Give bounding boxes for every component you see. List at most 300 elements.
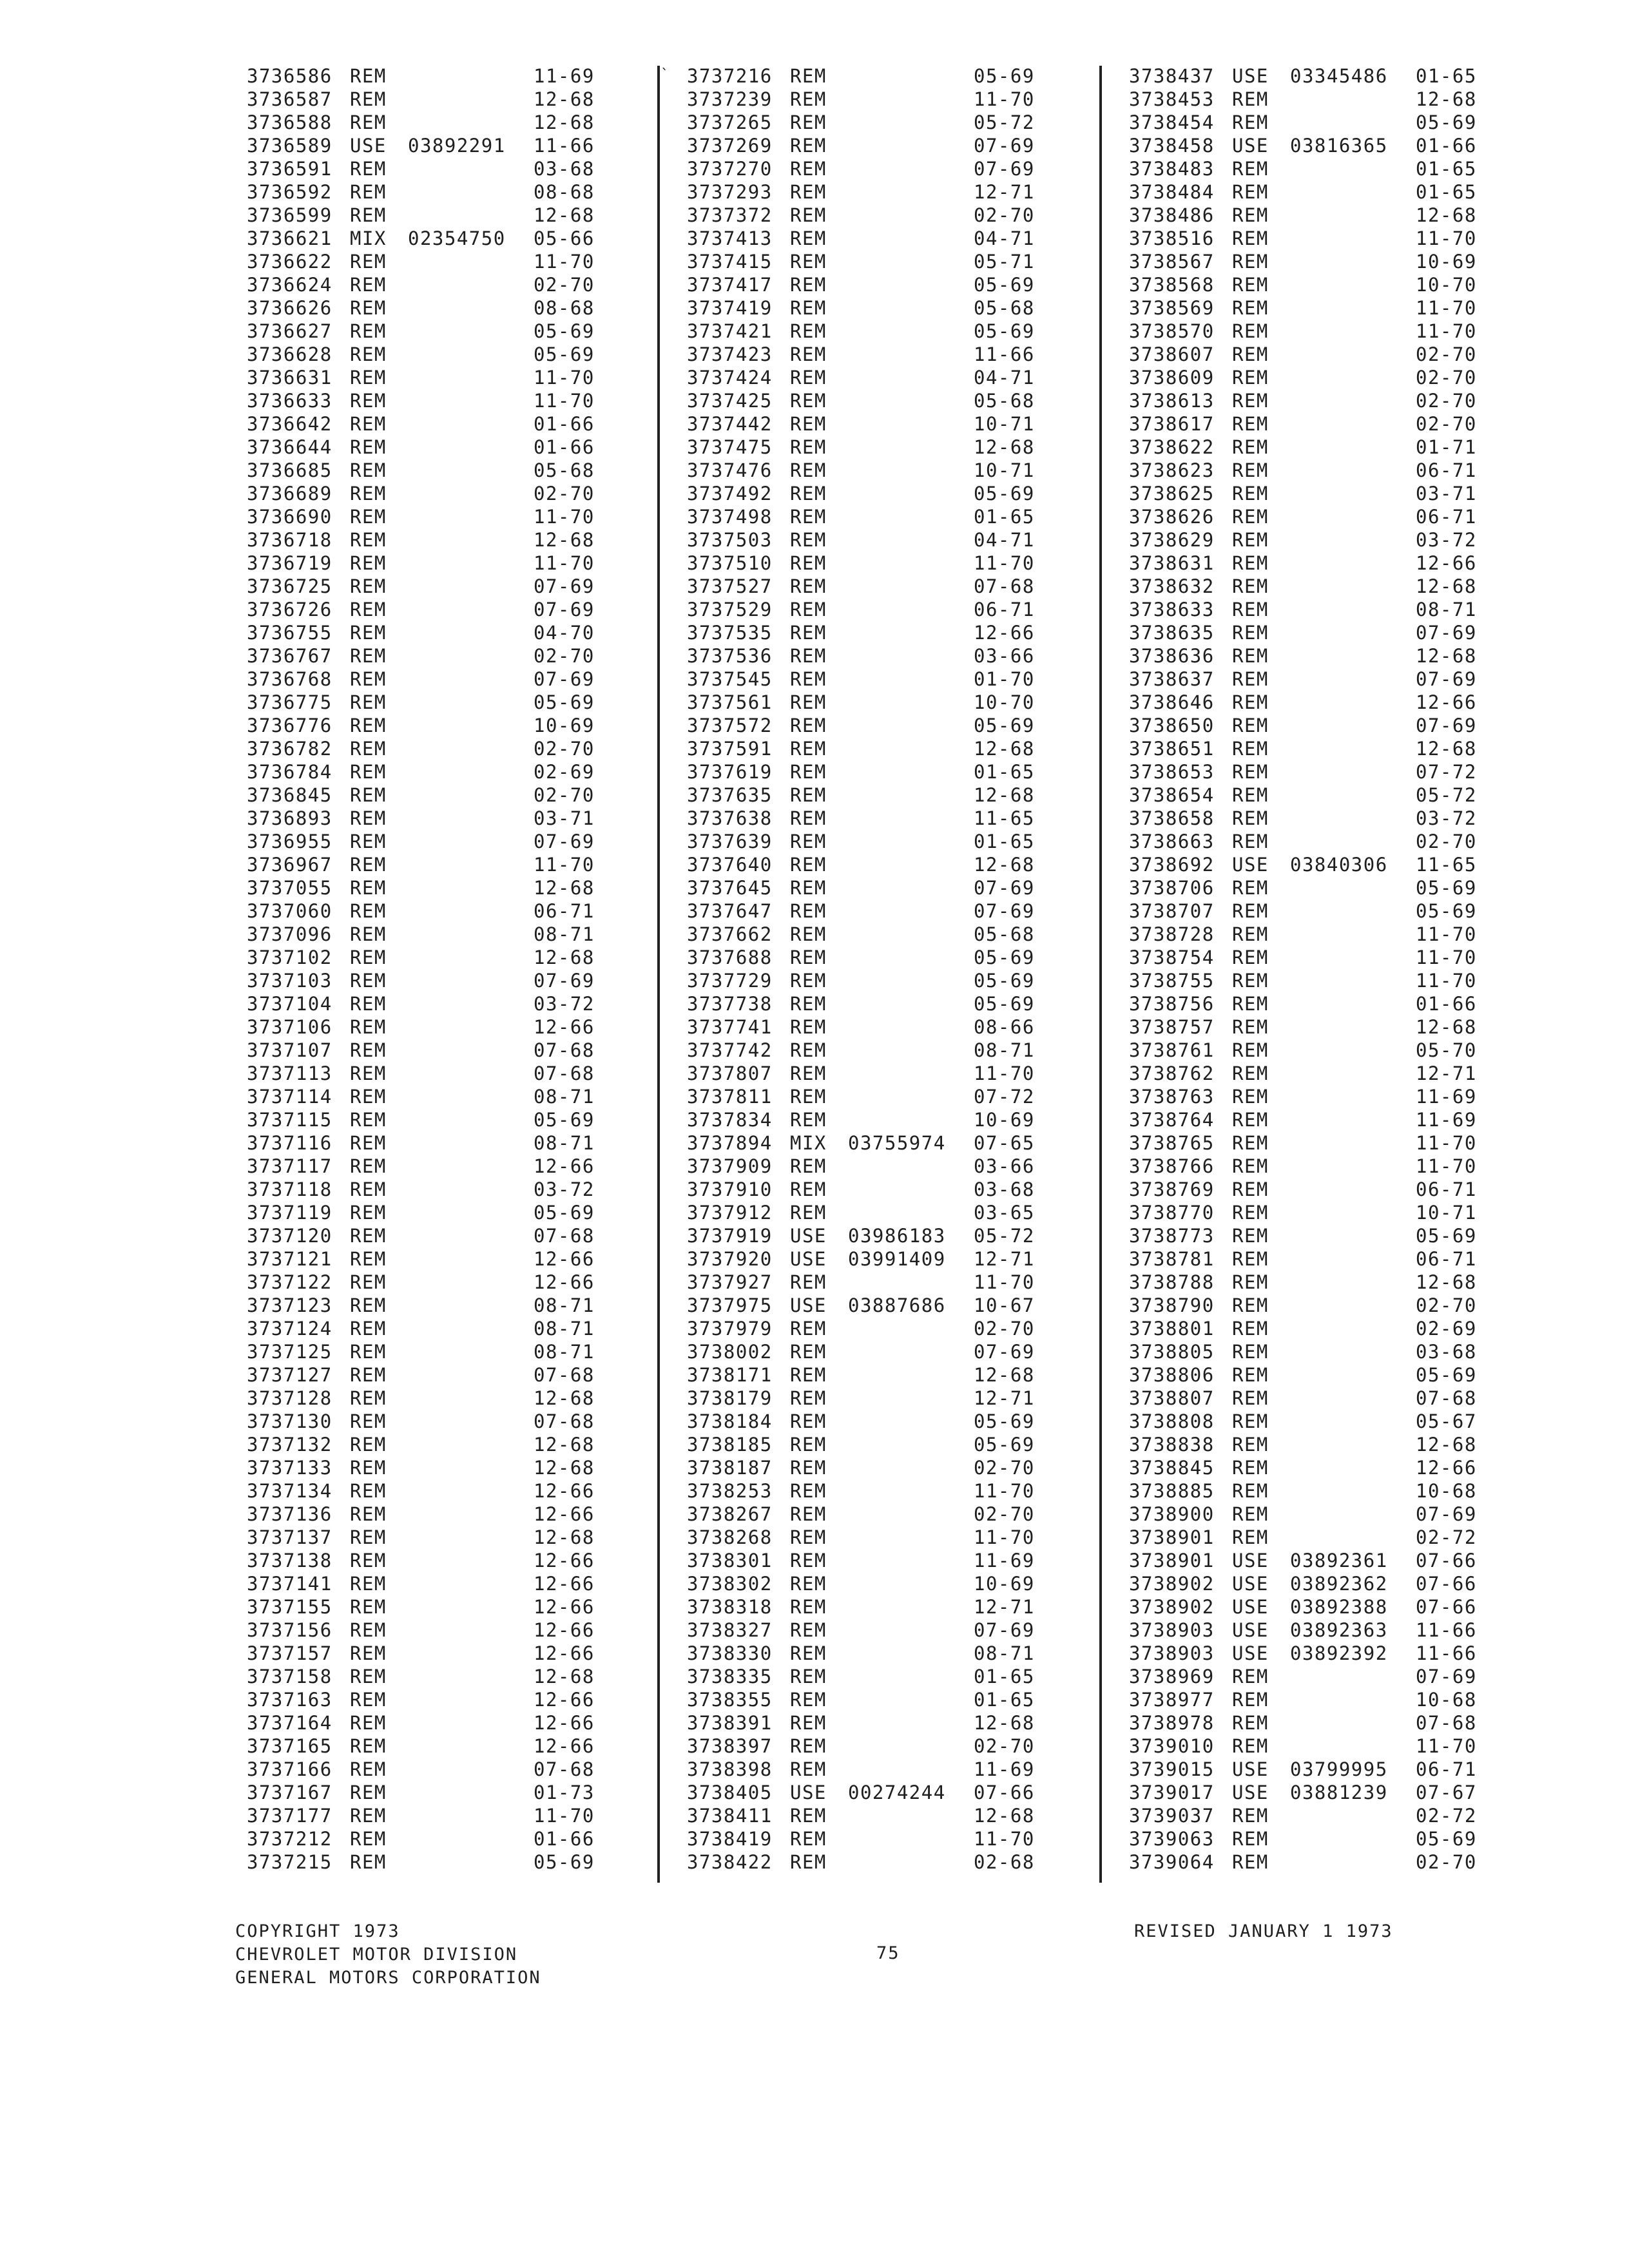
replacement-number <box>848 482 974 505</box>
part-number: 3738631 <box>1129 552 1215 574</box>
status-code: MIX <box>790 1132 827 1154</box>
replacement-number <box>848 876 974 899</box>
replacement-number <box>848 1062 974 1085</box>
status-code: REM <box>1232 645 1269 667</box>
status-code: REM <box>350 436 387 458</box>
status-code: REM <box>1232 1318 1269 1340</box>
part-number: 3736633 <box>247 390 333 412</box>
replacement-number <box>408 691 534 714</box>
replacement-number <box>408 1387 534 1410</box>
part-number: 3738569 <box>1129 297 1215 319</box>
table-row <box>687 1711 1112 1735</box>
table-row <box>247 389 672 412</box>
effective-date: 11-70 <box>1416 970 1477 992</box>
status-code: REM <box>1232 1294 1269 1316</box>
effective-date: 07-69 <box>534 599 595 620</box>
table-row <box>1129 1711 1554 1735</box>
effective-date: 02-69 <box>1416 1318 1477 1340</box>
table-row <box>1129 714 1554 737</box>
status-code: REM <box>1232 1851 1269 1873</box>
replacement-number <box>848 1735 974 1758</box>
part-number: 3738570 <box>1129 320 1215 342</box>
effective-date: 06-71 <box>974 599 1035 620</box>
effective-date: 05-68 <box>974 390 1035 412</box>
effective-date: 12-68 <box>1416 738 1477 760</box>
column-3 <box>1129 64 1554 1874</box>
replacement-number <box>848 296 974 320</box>
replacement-number <box>408 436 534 459</box>
part-number: 3738646 <box>1129 691 1215 713</box>
replacement-number <box>408 876 534 899</box>
page-number: 75 <box>876 1943 900 1963</box>
status-code: REM <box>790 459 827 481</box>
replacement-number <box>408 737 534 760</box>
part-number: 3737476 <box>687 459 773 481</box>
replacement-number <box>1290 830 1416 853</box>
effective-date: 11-66 <box>1416 1619 1477 1641</box>
part-number: 3738632 <box>1129 575 1215 597</box>
status-code: REM <box>350 1132 387 1154</box>
table-row <box>687 1735 1112 1758</box>
effective-date: 05-69 <box>974 274 1035 296</box>
part-number: 3737122 <box>247 1271 333 1293</box>
effective-date: 11-70 <box>534 552 595 574</box>
status-code: REM <box>1232 1109 1269 1131</box>
replacement-number <box>1290 1711 1416 1735</box>
status-code: REM <box>790 65 827 87</box>
status-code: REM <box>1232 1016 1269 1038</box>
part-number: 3737165 <box>247 1735 333 1757</box>
effective-date: 11-70 <box>974 88 1035 110</box>
status-code: REM <box>350 1178 387 1200</box>
table-row <box>1129 389 1554 412</box>
table-row <box>247 343 672 366</box>
part-number: 3737640 <box>687 854 773 876</box>
status-code: REM <box>790 715 827 736</box>
effective-date: 02-72 <box>1416 1805 1477 1827</box>
replacement-number <box>408 1410 534 1433</box>
status-code: REM <box>1232 1735 1269 1757</box>
part-number: 3738629 <box>1129 529 1215 551</box>
replacement-number <box>848 737 974 760</box>
replacement-number <box>1290 111 1416 134</box>
replacement-number <box>408 250 534 273</box>
status-code: REM <box>1232 1341 1269 1363</box>
table-row <box>1129 1433 1554 1456</box>
table-row <box>687 969 1112 992</box>
effective-date: 05-72 <box>974 1225 1035 1247</box>
replacement-number <box>408 1850 534 1874</box>
replacement-number <box>848 1178 974 1201</box>
effective-date: 02-70 <box>974 1503 1035 1525</box>
status-code: REM <box>1232 970 1269 992</box>
replacement-number <box>848 1619 974 1642</box>
effective-date: 07-65 <box>974 1132 1035 1154</box>
column-divider-1 <box>657 66 660 1883</box>
part-number: 3738397 <box>687 1735 773 1757</box>
status-code: REM <box>790 135 827 157</box>
replacement-number <box>848 412 974 436</box>
table-row <box>1129 436 1554 459</box>
effective-date: 02-70 <box>1416 367 1477 389</box>
table-row <box>687 1155 1112 1178</box>
part-number: 3737132 <box>247 1434 333 1456</box>
table-row <box>247 320 672 343</box>
status-code: REM <box>1232 784 1269 806</box>
effective-date: 07-69 <box>1416 1503 1477 1525</box>
effective-date: 03-65 <box>974 1202 1035 1224</box>
replacement-number <box>1290 250 1416 273</box>
table-row <box>1129 1781 1554 1804</box>
replacement-number <box>408 366 534 389</box>
replacement-number <box>848 1271 974 1294</box>
status-code: REM <box>790 1805 827 1827</box>
effective-date: 04-71 <box>974 529 1035 551</box>
part-number: 3737738 <box>687 993 773 1015</box>
table-row <box>1129 1108 1554 1131</box>
effective-date: 05-67 <box>1416 1410 1477 1432</box>
status-code: REM <box>350 1039 387 1061</box>
table-row <box>247 1155 672 1178</box>
replacement-number <box>408 1526 534 1549</box>
effective-date: 08-71 <box>534 1341 595 1363</box>
replacement-number <box>408 204 534 227</box>
table-row <box>1129 1271 1554 1294</box>
effective-date: 07-69 <box>534 831 595 852</box>
replacement-number <box>408 505 534 528</box>
replacement-number <box>1290 876 1416 899</box>
table-row <box>247 644 672 668</box>
effective-date: 07-69 <box>974 158 1035 180</box>
table-row <box>687 1781 1112 1804</box>
part-number: 3738437 <box>1129 65 1215 87</box>
table-row <box>1129 644 1554 668</box>
replacement-number <box>408 482 534 505</box>
status-code: REM <box>350 993 387 1015</box>
status-code: USE <box>790 1225 827 1247</box>
part-number: 3737498 <box>687 506 773 528</box>
effective-date: 12-66 <box>534 1016 595 1038</box>
part-number: 3738728 <box>1129 923 1215 945</box>
status-code: REM <box>350 1619 387 1641</box>
part-number: 3737535 <box>687 622 773 644</box>
table-row <box>247 1479 672 1503</box>
table-row <box>247 1549 672 1572</box>
part-number: 3738268 <box>687 1526 773 1548</box>
effective-date: 01-65 <box>974 506 1035 528</box>
replacement-number <box>1290 227 1416 250</box>
effective-date: 05-69 <box>1416 1828 1477 1850</box>
status-code: REM <box>790 575 827 597</box>
table-row <box>247 1572 672 1595</box>
effective-date: 12-66 <box>534 1480 595 1502</box>
status-code: REM <box>1232 877 1269 899</box>
part-number: 3737123 <box>247 1294 333 1316</box>
replacement-number <box>848 436 974 459</box>
status-code: REM <box>790 506 827 528</box>
replacement-number <box>848 1549 974 1572</box>
status-code: REM <box>350 181 387 203</box>
effective-date: 12-68 <box>974 784 1035 806</box>
status-code: REM <box>790 343 827 365</box>
replacement-number <box>848 1085 974 1108</box>
table-row <box>687 180 1112 204</box>
status-code: REM <box>350 1642 387 1664</box>
effective-date: 11-70 <box>974 552 1035 574</box>
status-code: REM <box>350 1480 387 1502</box>
table-row <box>247 1456 672 1479</box>
status-code: REM <box>790 320 827 342</box>
status-code: REM <box>790 1341 827 1363</box>
status-code: REM <box>790 1758 827 1780</box>
status-code: REM <box>1232 1248 1269 1270</box>
table-row <box>1129 1456 1554 1479</box>
effective-date: 01-66 <box>1416 135 1477 157</box>
replacement-number <box>1290 88 1416 111</box>
status-code: REM <box>350 1712 387 1734</box>
effective-date: 04-71 <box>974 367 1035 389</box>
effective-date: 05-69 <box>974 947 1035 968</box>
part-number: 3738422 <box>687 1851 773 1873</box>
status-code: REM <box>350 1294 387 1316</box>
table-row <box>247 853 672 876</box>
status-code: REM <box>1232 761 1269 783</box>
status-code: REM <box>790 1178 827 1200</box>
replacement-number <box>408 783 534 807</box>
effective-date: 11-70 <box>534 1805 595 1827</box>
part-number: 3738790 <box>1129 1294 1215 1316</box>
table-row <box>247 1340 672 1363</box>
part-number: 3737442 <box>687 413 773 435</box>
status-code: REM <box>1232 622 1269 644</box>
effective-date: 07-69 <box>1416 668 1477 690</box>
replacement-number <box>408 1340 534 1363</box>
part-number: 3738761 <box>1129 1039 1215 1061</box>
table-row <box>247 668 672 691</box>
status-code: REM <box>1232 297 1269 319</box>
effective-date: 03-72 <box>534 1178 595 1200</box>
effective-date: 05-69 <box>974 970 1035 992</box>
part-number: 3737742 <box>687 1039 773 1061</box>
replacement-number <box>848 64 974 88</box>
effective-date: 12-71 <box>1416 1062 1477 1084</box>
replacement-number <box>1290 1039 1416 1062</box>
part-number: 3738171 <box>687 1364 773 1386</box>
table-row <box>247 1201 672 1224</box>
part-number: 3737647 <box>687 900 773 922</box>
effective-date: 02-70 <box>534 784 595 806</box>
table-row <box>247 1271 672 1294</box>
table-row <box>1129 830 1554 853</box>
part-number: 3738781 <box>1129 1248 1215 1270</box>
replacement-number <box>1290 273 1416 296</box>
table-row <box>687 1108 1112 1131</box>
part-number: 3737423 <box>687 343 773 365</box>
replacement-number <box>408 714 534 737</box>
part-number: 3738002 <box>687 1341 773 1363</box>
status-code: REM <box>790 1016 827 1038</box>
effective-date: 05-69 <box>974 320 1035 342</box>
part-number: 3737919 <box>687 1225 773 1247</box>
replacement-number <box>1290 505 1416 528</box>
part-number: 3737635 <box>687 784 773 806</box>
status-code: REM <box>1232 807 1269 829</box>
part-number: 3737372 <box>687 204 773 226</box>
effective-date: 12-68 <box>1416 1434 1477 1456</box>
replacement-number <box>848 250 974 273</box>
status-code: USE <box>1232 1782 1269 1803</box>
table-row <box>687 1317 1112 1340</box>
table-row <box>687 668 1112 691</box>
table-row <box>687 1085 1112 1108</box>
table-row <box>687 923 1112 946</box>
status-code: REM <box>1232 390 1269 412</box>
table-row <box>1129 1549 1554 1572</box>
effective-date: 12-66 <box>534 1155 595 1177</box>
status-code: REM <box>790 1434 827 1456</box>
status-code: REM <box>350 1410 387 1432</box>
footer-corporation: GENERAL MOTORS CORPORATION <box>235 1968 541 1988</box>
effective-date: 12-68 <box>1416 88 1477 110</box>
effective-date: 12-68 <box>534 947 595 968</box>
replacement-number <box>1290 1456 1416 1479</box>
effective-date: 03-71 <box>1416 483 1477 505</box>
part-number: 3737158 <box>247 1666 333 1687</box>
effective-date: 02-70 <box>974 1318 1035 1340</box>
part-number: 3738769 <box>1129 1178 1215 1200</box>
part-number: 3738568 <box>1129 274 1215 296</box>
effective-date: 11-70 <box>974 1526 1035 1548</box>
replacement-number <box>408 1503 534 1526</box>
table-row <box>1129 552 1554 575</box>
replacement-number <box>1290 1433 1416 1456</box>
effective-date: 12-66 <box>974 622 1035 644</box>
part-number: 3737103 <box>247 970 333 992</box>
status-code: REM <box>790 947 827 968</box>
status-code: USE <box>1232 1596 1269 1618</box>
table-row <box>247 204 672 227</box>
table-row <box>687 783 1112 807</box>
table-row <box>247 1711 672 1735</box>
status-code: REM <box>1232 1387 1269 1409</box>
effective-date: 01-65 <box>1416 158 1477 180</box>
status-code: REM <box>1232 111 1269 133</box>
effective-date: 12-68 <box>974 436 1035 458</box>
part-number: 3738885 <box>1129 1480 1215 1502</box>
table-row <box>247 1595 672 1619</box>
table-row <box>247 1387 672 1410</box>
replacement-number <box>848 1108 974 1131</box>
footer-publisher <box>235 1920 541 1990</box>
status-code: USE <box>1232 1573 1269 1595</box>
status-code: REM <box>350 1666 387 1687</box>
table-row <box>247 1688 672 1711</box>
part-number: 3738650 <box>1129 715 1215 736</box>
table-row <box>1129 366 1554 389</box>
part-number: 3738622 <box>1129 436 1215 458</box>
part-number: 3737124 <box>247 1318 333 1340</box>
status-code: MIX <box>350 227 387 249</box>
part-number: 3736767 <box>247 645 333 667</box>
status-code: REM <box>1232 436 1269 458</box>
footer-revised: REVISED JANUARY 1 1973 <box>1134 1921 1393 1941</box>
effective-date: 05-71 <box>974 251 1035 273</box>
replacement-number <box>848 969 974 992</box>
effective-date: 07-69 <box>534 575 595 597</box>
effective-date: 01-65 <box>974 1689 1035 1711</box>
table-row <box>687 1503 1112 1526</box>
effective-date: 12-71 <box>974 1596 1035 1618</box>
part-number: 3736845 <box>247 784 333 806</box>
replacement-number <box>848 273 974 296</box>
replacement-number <box>408 992 534 1015</box>
effective-date: 12-66 <box>534 1503 595 1525</box>
effective-date: 07-66 <box>1416 1573 1477 1595</box>
effective-date: 05-69 <box>974 483 1035 505</box>
replacement-number <box>848 1387 974 1410</box>
replacement-number <box>408 1271 534 1294</box>
replacement-number <box>848 459 974 482</box>
part-number: 3736784 <box>247 761 333 783</box>
table-row <box>247 552 672 575</box>
effective-date: 08-71 <box>1416 599 1477 620</box>
effective-date: 05-68 <box>534 459 595 481</box>
replacement-number <box>408 1758 534 1781</box>
effective-date: 01-65 <box>974 761 1035 783</box>
table-row <box>687 830 1112 853</box>
status-code: REM <box>350 1851 387 1873</box>
effective-date: 05-69 <box>534 1109 595 1131</box>
status-code: REM <box>790 1062 827 1084</box>
replacement-number <box>848 1526 974 1549</box>
part-number: 3737055 <box>247 877 333 899</box>
replacement-number <box>1290 412 1416 436</box>
table-row <box>687 1410 1112 1433</box>
status-code: REM <box>1232 506 1269 528</box>
status-code: REM <box>790 1480 827 1502</box>
effective-date: 12-68 <box>974 1805 1035 1827</box>
table-row <box>687 575 1112 598</box>
table-row <box>1129 969 1554 992</box>
table-row <box>247 1503 672 1526</box>
status-code: REM <box>350 645 387 667</box>
replacement-number <box>848 1711 974 1735</box>
part-number: 3738978 <box>1129 1712 1215 1734</box>
status-code: REM <box>350 1318 387 1340</box>
replacement-number <box>408 1178 534 1201</box>
effective-date: 11-70 <box>1416 297 1477 319</box>
replacement-number <box>1290 1665 1416 1688</box>
part-number: 3737136 <box>247 1503 333 1525</box>
replacement-number <box>408 528 534 552</box>
part-number: 3738330 <box>687 1642 773 1664</box>
part-number: 3737417 <box>687 274 773 296</box>
status-code: REM <box>350 1109 387 1131</box>
status-code: REM <box>1232 691 1269 713</box>
status-code: REM <box>350 1434 387 1456</box>
effective-date: 07-66 <box>1416 1596 1477 1618</box>
status-code: REM <box>790 1596 827 1618</box>
part-number: 3737130 <box>247 1410 333 1432</box>
part-number: 3736768 <box>247 668 333 690</box>
status-code: REM <box>1232 1039 1269 1061</box>
table-row <box>687 1665 1112 1688</box>
replacement-number <box>848 1039 974 1062</box>
status-code: REM <box>790 251 827 273</box>
part-number: 3738902 <box>1129 1573 1215 1595</box>
part-number: 3739063 <box>1129 1828 1215 1850</box>
table-row <box>1129 204 1554 227</box>
